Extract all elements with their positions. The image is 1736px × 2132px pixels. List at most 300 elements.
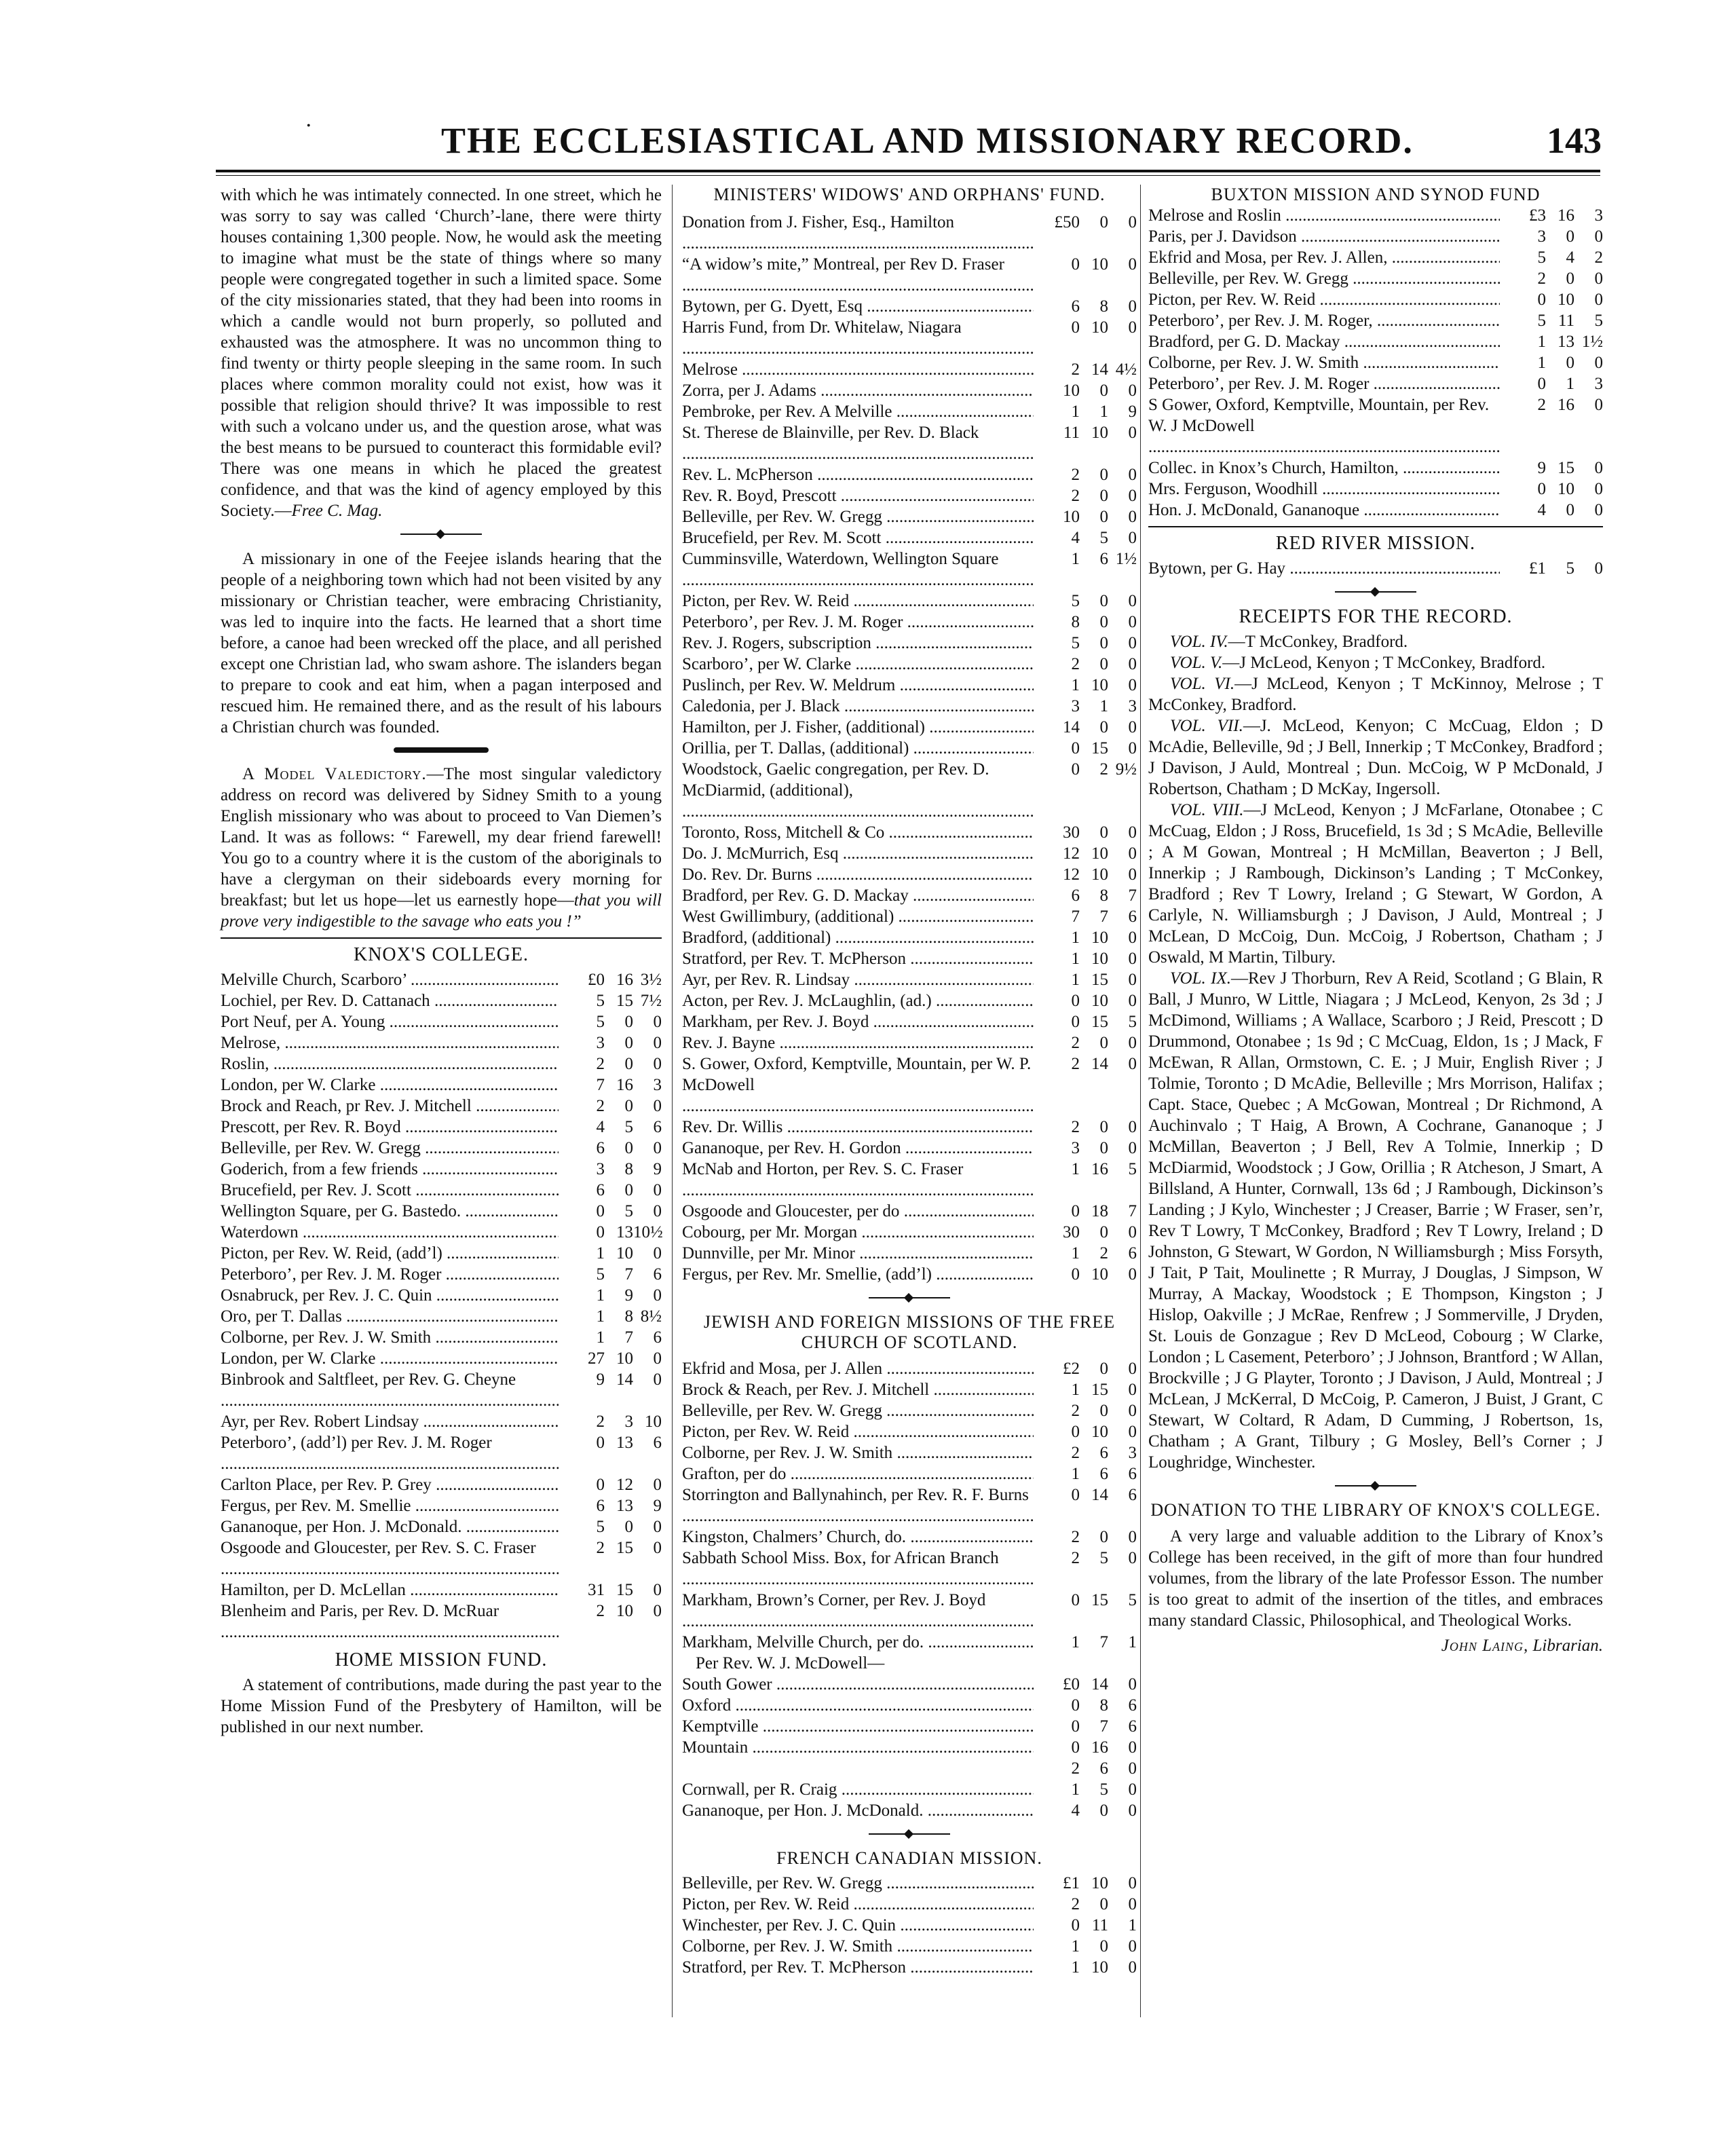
amount-pounds: 5 <box>596 1518 605 1536</box>
contribution-label: Port Neuf, per A. Young ..... <box>221 1011 559 1032</box>
contribution-label: Mrs. Ferguson, Woodhill ..... <box>1148 479 1500 500</box>
contribution-label: Oxford ..... <box>682 1695 1034 1716</box>
amount-pence: 5 <box>1128 1160 1137 1178</box>
contribution-label: Prescott, per Rev. R. Boyd ..... <box>221 1117 559 1138</box>
contribution-label: Gananoque, per Hon. J. McDonald. ..... <box>682 1800 1034 1821</box>
contribution-list <box>682 212 1137 1285</box>
amount-shillings: 6 <box>1099 1465 1108 1483</box>
amount-pounds: 3 <box>1071 697 1080 715</box>
contribution-row <box>682 633 1137 654</box>
amount-shillings: 0 <box>1099 1528 1108 1546</box>
contribution-label: Acton, per Rev. J. McLaughlin, (ad.) ..... <box>682 990 1034 1011</box>
contribution-label: Blenheim and Paris, per Rev. D. McRuar ..... <box>221 1601 559 1643</box>
amount-pence: 6 <box>1128 908 1137 926</box>
amount-pounds: 2 <box>596 1602 605 1620</box>
amount-pence: 0 <box>1128 950 1137 968</box>
contribution-row <box>682 1936 1137 1957</box>
amount-shillings: 0 <box>1566 227 1574 246</box>
amount-pounds: 9 <box>596 1370 605 1389</box>
amount-shillings: 0 <box>1099 1034 1108 1052</box>
contribution-label: London, per W. Clarke ..... <box>221 1348 559 1369</box>
amount-pence: 0 <box>653 1181 662 1199</box>
amount-shillings: 8 <box>624 1160 633 1178</box>
amount-pounds: 5 <box>596 992 605 1010</box>
contribution-label: Roslin, ..... <box>221 1053 559 1074</box>
amount-shillings: 1 <box>1099 403 1108 421</box>
contribution-label: Kemptville ..... <box>682 1716 1034 1737</box>
contribution-label: Brock & Reach, per Rev. J. Mitchell ..... <box>682 1379 1034 1400</box>
contribution-row <box>682 1463 1137 1484</box>
amount-pounds: 2 <box>1537 396 1546 414</box>
contribution-label: Rev. L. McPherson ..... <box>682 464 1034 485</box>
amount-pounds: 2 <box>1071 1444 1080 1462</box>
amount-pounds: 4 <box>596 1118 605 1136</box>
amount-pence: 1 <box>1128 1633 1137 1651</box>
amount-pence: 6 <box>1128 1465 1137 1483</box>
amount-pence: 0 <box>1594 396 1603 414</box>
amount-pence: 3 <box>1128 697 1137 715</box>
amount-pence: 7½ <box>640 992 662 1010</box>
ornament-separator <box>1335 587 1416 597</box>
contribution-label: Picton, per Rev. W. Reid, (add’l) ..... <box>221 1243 559 1264</box>
amount-pounds: 5 <box>596 1013 605 1031</box>
volume-label: VOL. VII. <box>1170 717 1243 735</box>
amount-pence: 0 <box>653 1139 662 1157</box>
amount-pounds: 2 <box>1071 1528 1080 1546</box>
amount-pence: 0 <box>1128 592 1137 610</box>
contribution-label: Melrose, ..... <box>221 1032 559 1053</box>
contribution-label: Picton, per Rev. W. Reid ..... <box>682 1894 1034 1915</box>
amount-shillings: 0 <box>624 1139 633 1157</box>
amount-shillings: 13 <box>616 1497 633 1515</box>
amount-shillings: 16 <box>1091 1738 1108 1757</box>
amount-pounds: 1 <box>1071 676 1080 694</box>
contribution-label: Brock and Reach, pr Rev. J. Mitchell ..... <box>221 1096 559 1117</box>
amount-pence: 0 <box>653 1055 662 1073</box>
amount-pence: 5 <box>1128 1013 1137 1031</box>
amount-pence: 3½ <box>640 971 662 989</box>
amount-shillings: 5 <box>1566 559 1574 578</box>
amount-pence: 1½ <box>1581 333 1603 351</box>
contribution-row <box>221 1222 662 1243</box>
volume-label: VOL. IV. <box>1170 633 1228 651</box>
page-number: 143 <box>1547 120 1602 161</box>
contribution-label: Oro, per T. Dallas ..... <box>221 1306 559 1327</box>
amount-pence: 0 <box>1128 992 1137 1010</box>
amount-pence: 0 <box>1128 844 1137 863</box>
amount-pounds: 3 <box>596 1034 605 1052</box>
contribution-row <box>682 1442 1137 1463</box>
contribution-row <box>682 1800 1137 1821</box>
amount-shillings: 5 <box>1099 529 1108 547</box>
amount-pence: 0 <box>653 1286 662 1305</box>
amount-pounds: 6 <box>596 1139 605 1157</box>
amount-pounds: 2 <box>1071 1055 1080 1073</box>
contribution-row <box>682 1548 1137 1590</box>
contribution-row <box>682 359 1137 380</box>
amount-pounds: 0 <box>596 1202 605 1220</box>
amount-pounds: 2 <box>1071 1402 1080 1420</box>
contribution-label: Harris Fund, from Dr. Whitelaw, Niagara ..... <box>682 317 1034 359</box>
contribution-row <box>682 212 1137 254</box>
contribution-label: West Gwillimbury, (additional) ..... <box>682 906 1034 927</box>
amount-pounds: 5 <box>1071 592 1080 610</box>
contribution-label: Bradford, per Rev. G. D. Mackay ..... <box>682 885 1034 906</box>
contribution-label: Fergus, per Rev. M. Smellie ..... <box>221 1495 559 1516</box>
contribution-row <box>682 1222 1137 1243</box>
amount-pence: 0 <box>1128 255 1137 274</box>
contribution-label: Pembroke, per Rev. A Melville ..... <box>682 401 1034 422</box>
amount-pence: 0 <box>653 1581 662 1599</box>
ornament-separator <box>1335 1481 1416 1491</box>
amount-shillings: 0 <box>1099 1139 1108 1157</box>
amount-pence: 0 <box>1128 971 1137 989</box>
amount-pence: 0 <box>1128 508 1137 526</box>
amount-pounds: 27 <box>588 1349 605 1368</box>
amount-shillings: 15 <box>616 1539 633 1557</box>
receipt-entry <box>1148 715 1603 800</box>
contribution-row <box>682 1590 1137 1632</box>
amount-shillings: 14 <box>1091 1486 1108 1504</box>
contribution-label: St. Therese de Blainville, per Rev. D. Black ..... <box>682 422 1034 464</box>
contribution-row <box>1148 226 1603 247</box>
amount-pence: 0 <box>1128 1139 1137 1157</box>
contribution-label: Gananoque, per Rev. H. Gordon ..... <box>682 1138 1034 1159</box>
amount-shillings: 10 <box>616 1244 633 1263</box>
amount-pounds: 3 <box>1537 227 1546 246</box>
section-title: JEWISH AND FOREIGN MISSIONS OF THE FREE CHURCH OF SCOTLAND. <box>703 1312 1116 1352</box>
contribution-row <box>1148 310 1603 331</box>
contribution-row <box>682 1527 1137 1548</box>
contribution-label: Dunnville, per Mr. Minor ..... <box>682 1243 1034 1264</box>
contribution-label: Gananoque, per Hon. J. McDonald. ..... <box>221 1516 559 1537</box>
amount-shillings: 0 <box>1099 592 1108 610</box>
contribution-label: Colborne, per Rev. J. W. Smith ..... <box>221 1327 559 1348</box>
amount-shillings: 0 <box>1099 487 1108 505</box>
contribution-row <box>221 1495 662 1516</box>
contribution-label: Waterdown ..... <box>221 1222 559 1243</box>
contribution-row <box>682 1737 1137 1758</box>
amount-pounds: £1 <box>1529 559 1546 578</box>
contribution-label: Storrington and Ballynahinch, per Rev. R. F. Burns ..... <box>682 1484 1034 1527</box>
article-paragraph: A Model Valedictory.—The most singular valedictory address on record was delivered by Sidney Smith to a young English missionary who was about to proceed to Van Diemen’s Land. It was as follows: “ Farewell, my dear friend farewell! You go to a country where it is the custom of the aboriginals to have a clergyman on their sideboards every morning for breakfast; but let us hope—let us earnestly hope—that you will prove very indigestible to the savage who eats you !” <box>221 765 662 931</box>
contribution-label: Bradford, (additional) ..... <box>682 927 1034 948</box>
amount-shillings: 10 <box>1091 1958 1108 1977</box>
contribution-label: Winchester, per Rev. J. C. Quin ..... <box>682 1915 1034 1936</box>
amount-shillings: 7 <box>624 1328 633 1347</box>
amount-shillings: 7 <box>1099 1717 1108 1736</box>
amount-pence: 9½ <box>1115 760 1137 779</box>
amount-pounds: 2 <box>596 1413 605 1431</box>
contribution-label: Markham, Brown’s Corner, per Rev. J. Boyd ..... <box>682 1590 1034 1632</box>
amount-pence: 0 <box>653 1034 662 1052</box>
amount-shillings: 15 <box>1091 971 1108 989</box>
amount-pounds: 0 <box>1071 1916 1080 1934</box>
contribution-label: Rev. J. Bayne ..... <box>682 1032 1034 1053</box>
contribution-row <box>221 1474 662 1495</box>
amount-shillings: 0 <box>1099 1118 1108 1136</box>
contribution-row <box>682 254 1137 296</box>
receipt-names: —Rev J Thorburn, Rev A Reid, Scotland ; G Blain, R Ball, J Munro, W Little, Niagara ; J McLeod, Kenyon, 2s 3d ; J McDimond, Williams ; A Wallace, Scarboro ; J Reid, Prescott ; D Drummond, Otonabee ; 1s 9d ; C McCuag, Eldon, 1s ; J Mack, F McEwan, R Allan, Ormstown, C. E. ; J Muir, English River ; J Tolmie, Toronto ; D McAdie, Belleville ; Mrs Morrison, Halifax ; Capt. Stace, Quebec ; A McGowan, Montreal ; Dr Richmond, A Auchinvalo ; T Haig, A Brown, A Cochrane, Gananoque ; J McMillan, Beaverton ; J Bell, Rev A Tolmie, Innerkip ; D McDiarmid, Woodstock ; J Gow, Orillia ; R Atcheson, J Smart, A Billsland, A Hunter, Cornwall, 13s 6d ; J Rambough, Dickinson’s Landing ; J Kylo, Winchester ; J Creaser, Barrie ; W Fraser, sen’r, Rev T Lowry, T McConkey, Bradford ; Rev T Lowry, Ireland ; D Johnston, G Stewart, W Gordon, N Williamsburgh ; Miss Forsyth, J Tait, P Tait, Moulinette ; R Murray, J Douglas, J Simpson, W Murray, A Mackay, Woodstock ; E Thompson, Kingston ; J Hislop, Oakville ; J McRae, Renfrew ; J Sommerville, J Dryden, St. Louis de Gonzague ; Rev D McLeod, Cobourg ; W Clarke, London ; L Casement, Peterboro’ ; J Johnson, Brantford ; W Allan, Brockville ; J G Playter, Toronto ; J Davison, J Auld, Montreal ; J McLean, J McKerral, D McCoig, P. Cameron, J Buist, J Grant, C Stewart, W Coltard, R Adam, D Cumming, J Robertson, 1s, Chatham ; A Grant, Tilbury ; G Mosley, Bell’s Corner ; J Loughridge, Winchester. <box>1148 969 1603 1472</box>
amount-pence: 0 <box>1128 865 1137 884</box>
amount-pence: 3 <box>1594 206 1603 225</box>
section-title: BUXTON MISSION AND SYNOD FUND <box>1211 185 1541 204</box>
amount-pounds: £2 <box>1063 1360 1080 1378</box>
contribution-label: Belleville, per Rev. W. Gregg ..... <box>682 1873 1034 1894</box>
contribution-list <box>1148 205 1603 521</box>
amount-pence: 0 <box>1128 1738 1137 1757</box>
contribution-row <box>682 990 1137 1011</box>
amount-pence: 7 <box>1128 886 1137 905</box>
contribution-row <box>682 1243 1137 1264</box>
amount-pounds: 6 <box>596 1181 605 1199</box>
amount-pence: 0 <box>1594 480 1603 498</box>
amount-pence: 1 <box>1128 1916 1137 1934</box>
contribution-label: Mountain ..... <box>682 1737 1034 1758</box>
contribution-row <box>682 1957 1137 1978</box>
contribution-row <box>1148 289 1603 310</box>
contribution-label: S Gower, Oxford, Kemptville, Mountain, per Rev. W. J McDowell ..... <box>1148 394 1500 457</box>
amount-pounds: 0 <box>1071 1423 1080 1441</box>
amount-pounds: 1 <box>596 1328 605 1347</box>
contribution-label: Grafton, per do ..... <box>682 1463 1034 1484</box>
amount-shillings: 10 <box>1091 1423 1108 1441</box>
contribution-row <box>221 1011 662 1032</box>
amount-shillings: 1 <box>1566 375 1574 393</box>
amount-pence: 0 <box>1128 1402 1137 1420</box>
amount-pence: 0 <box>1128 823 1137 842</box>
contribution-row <box>682 422 1137 464</box>
page-title: THE ECCLESIASTICAL AND MISSIONARY RECORD. <box>441 120 1414 161</box>
contribution-row <box>221 1096 662 1117</box>
section-title: RED RIVER MISSION. <box>1275 533 1476 554</box>
volume-label: VOL. IX. <box>1170 969 1231 988</box>
amount-pounds: £0 <box>588 971 605 989</box>
amount-shillings: 0 <box>624 1034 633 1052</box>
contribution-label: Melrose and Roslin ..... <box>1148 205 1500 226</box>
amount-shillings: 10 <box>1091 844 1108 863</box>
amount-pence: 0 <box>653 1097 662 1115</box>
amount-shillings: 10 <box>1558 291 1574 309</box>
amount-pounds: 0 <box>1537 480 1546 498</box>
amount-pounds: 2 <box>1071 487 1080 505</box>
amount-pence: 0 <box>1128 739 1137 758</box>
section-title: MINISTERS' WIDOWS' AND ORPHANS' FUND. <box>713 185 1106 204</box>
amount-pence: 0 <box>1128 1895 1137 1913</box>
contribution-row <box>682 401 1137 422</box>
contribution-row <box>682 485 1137 506</box>
amount-pounds: 1 <box>596 1286 605 1305</box>
amount-pounds: 3 <box>1071 1139 1080 1157</box>
amount-pounds: 2 <box>1071 466 1080 484</box>
contribution-row <box>1148 373 1603 394</box>
amount-pence: 0 <box>1128 381 1137 400</box>
amount-shillings: 16 <box>616 971 633 989</box>
contribution-row <box>682 948 1137 969</box>
amount-pounds: 1 <box>1071 971 1080 989</box>
amount-shillings: 10 <box>1091 424 1108 442</box>
amount-pence: 0 <box>1128 1958 1137 1977</box>
contribution-row <box>1148 268 1603 289</box>
amount-shillings: 0 <box>624 1013 633 1031</box>
contribution-label: Woodstock, Gaelic congregation, per Rev. D. McDiarmid, (additional), ..... <box>682 759 1034 822</box>
receipts-list <box>1148 631 1603 1473</box>
contribution-row <box>682 506 1137 527</box>
contribution-row <box>682 759 1137 822</box>
amount-shillings: 15 <box>1091 1381 1108 1399</box>
amount-shillings: 18 <box>1091 1202 1108 1220</box>
receipt-names: —J McLeod, Kenyon ; T McKinnoy, Melrose ; T McConkey, Bradford. <box>1148 675 1603 714</box>
amount-pounds: 2 <box>1071 1118 1080 1136</box>
amount-pounds: 0 <box>1071 1738 1080 1757</box>
amount-pounds: 0 <box>1071 992 1080 1010</box>
contribution-row <box>1148 457 1603 479</box>
contribution-label: Peterboro’, (add’l) per Rev. J. M. Roger ..... <box>221 1432 559 1474</box>
amount-shillings: 14 <box>1091 1675 1108 1694</box>
contribution-row <box>221 1537 662 1579</box>
contribution-row <box>682 1011 1137 1032</box>
amount-shillings: 11 <box>1091 1916 1108 1934</box>
contribution-row <box>682 1201 1137 1222</box>
amount-pence: 3 <box>1594 375 1603 393</box>
amount-pence: 6 <box>653 1328 662 1347</box>
amount-shillings: 0 <box>624 1518 633 1536</box>
contribution-row <box>682 548 1137 591</box>
contribution-list <box>682 1779 1137 1821</box>
amount-shillings: 10 <box>616 1349 633 1368</box>
amount-pence: 6 <box>1128 1244 1137 1263</box>
amount-shillings: 11 <box>1558 312 1574 330</box>
amount-shillings: 0 <box>1566 354 1574 372</box>
contribution-label: Hamilton, per J. Fisher, (additional) ..... <box>682 717 1034 738</box>
column-middle <box>682 185 1137 1978</box>
amount-pence: 0 <box>1128 529 1137 547</box>
contribution-label: McNab and Horton, per Rev. S. C. Fraser ..... <box>682 1159 1034 1201</box>
amount-pounds: 8 <box>1071 613 1080 631</box>
amount-pounds: 1 <box>1537 333 1546 351</box>
amount-pounds: 3 <box>596 1160 605 1178</box>
receipt-names: —T McConkey, Bradford. <box>1228 633 1408 651</box>
amount-shillings: 0 <box>1099 613 1108 631</box>
amount-pence: 0 <box>653 1518 662 1536</box>
amount-pence: 4½ <box>1115 360 1137 379</box>
amount-pence: 0 <box>1128 655 1137 673</box>
amount-pounds: 0 <box>1071 1265 1080 1284</box>
amount-pence: 0 <box>1128 466 1137 484</box>
contribution-row <box>682 1421 1137 1442</box>
contribution-label: Rev. Dr. Willis ..... <box>682 1117 1034 1138</box>
amount-pounds: 6 <box>1071 886 1080 905</box>
contribution-label: Hamilton, per D. McLellan ..... <box>221 1579 559 1601</box>
contribution-label: Picton, per Rev. W. Reid ..... <box>682 591 1034 612</box>
amount-pounds: 10 <box>1063 381 1080 400</box>
contribution-row <box>682 696 1137 717</box>
amount-shillings: 0 <box>1099 381 1108 400</box>
amount-pounds: 2 <box>1071 1895 1080 1913</box>
contribution-row <box>682 317 1137 359</box>
amount-shillings: 1 <box>1099 697 1108 715</box>
contribution-label: Scarboro’, per W. Clarke ..... <box>682 654 1034 675</box>
amount-pounds: 7 <box>596 1076 605 1094</box>
amount-pence: 0 <box>1594 269 1603 288</box>
amount-shillings: 0 <box>1099 213 1108 231</box>
amount-pence: 0 <box>1128 613 1137 631</box>
column-rule <box>672 185 673 2017</box>
amount-pence: 0 <box>1128 297 1137 316</box>
contribution-label: “A widow’s mite,” Montreal, per Rev D. Fraser ..... <box>682 254 1034 296</box>
contribution-label: Belleville, per Rev. W. Gregg ..... <box>1148 268 1500 289</box>
amount-shillings: 5 <box>1099 1549 1108 1567</box>
amount-shillings: 0 <box>1099 634 1108 652</box>
amount-pounds: 0 <box>1071 1591 1080 1609</box>
contribution-row <box>1148 558 1603 579</box>
contribution-label: Binbrook and Saltfleet, per Rev. G. Cheyne ..... <box>221 1369 559 1411</box>
contribution-row <box>682 1159 1137 1201</box>
column-rule <box>1140 185 1141 2017</box>
amount-shillings: 0 <box>1099 1895 1108 1913</box>
article-paragraph: A statement of contributions, made during the past year to the Home Mission Fund of the Presbytery of Hamilton, will be published in our next number. <box>221 1676 662 1736</box>
contribution-row <box>682 1400 1137 1421</box>
amount-shillings: 8 <box>1099 886 1108 905</box>
amount-pence: 6 <box>1128 1717 1137 1736</box>
amount-shillings: 5 <box>624 1118 633 1136</box>
amount-shillings: 15 <box>1091 1591 1108 1609</box>
column-left <box>221 185 662 1738</box>
amount-shillings: 7 <box>1099 908 1108 926</box>
amount-pounds: 0 <box>596 1476 605 1494</box>
contribution-row <box>682 464 1137 485</box>
amount-pence: 0 <box>1594 354 1603 372</box>
contribution-label: Colborne, per Rev. J. W. Smith ..... <box>1148 352 1500 373</box>
amount-pounds: 5 <box>1071 634 1080 652</box>
amount-shillings: 0 <box>624 1097 633 1115</box>
contribution-label: Zorra, per J. Adams ..... <box>682 380 1034 401</box>
contribution-row <box>221 1053 662 1074</box>
amount-pence: 0 <box>653 1013 662 1031</box>
amount-shillings: 15 <box>1091 739 1108 758</box>
amount-shillings: 14 <box>1091 1055 1108 1073</box>
amount-pence: 0 <box>1128 1265 1137 1284</box>
amount-pence: 9 <box>653 1160 662 1178</box>
amount-pounds: 1 <box>1071 950 1080 968</box>
amount-shillings: 9 <box>624 1286 633 1305</box>
contribution-label: Picton, per Rev. W. Reid ..... <box>1148 289 1500 310</box>
contribution-label: Melville Church, Scarboro’ ..... <box>221 969 559 990</box>
contribution-label: Lochiel, per Rev. D. Cattanach ..... <box>221 990 559 1011</box>
amount-shillings: 10 <box>1091 992 1108 1010</box>
receipt-names: —J McLeod, Kenyon ; J McFarlane, Otonabee ; C McCuag, Eldon ; J Ross, Brucefield, 1s 3d ; S McAdie, Belleville ; A M Gowan, Montreal ; H McMillan, Beaverton ; J Bell, Innerkip ; J Rambough, Dickinson’s Landing ; T McConkey, Bradford ; Rev T Lowry, Ireland ; G Stewart, W Gordon, A Carlyle, N. Williamsburgh ; J Davison, J Auld, Montreal ; J McLean, D McCoig, Dun. McCoig, J Robertson, Chatham ; J Oswald, M Martin, Tilbury. <box>1148 801 1603 967</box>
amount-pence: 10 <box>645 1413 662 1431</box>
amount-pounds: £1 <box>1063 1874 1080 1892</box>
contribution-label: Kingston, Chalmers’ Church, do. ..... <box>682 1527 1034 1548</box>
contribution-row <box>221 1243 662 1264</box>
signature: John Laing, Librarian. <box>1441 1637 1603 1655</box>
contribution-row <box>1148 394 1603 457</box>
amount-pence: 6 <box>1128 1696 1137 1715</box>
amount-shillings: 0 <box>1099 1360 1108 1378</box>
volume-label: VOL. V. <box>1170 654 1223 672</box>
contribution-row <box>221 1348 662 1369</box>
amount-pounds: 0 <box>1071 1486 1080 1504</box>
amount-shillings: 0 <box>1099 655 1108 673</box>
section-rule <box>1148 526 1603 527</box>
receipt-names: —J. McLeod, Kenyon; C McCuag, Eldon ; D McAdie, Belleville, 9d ; J Bell, Innerkip ; T McConkey, Bradford ; J Davison, J Auld, Montreal ; Dun. McCoig, W P McDonald, J Robertson, Chatham ; D McKay, Ingersoll. <box>1148 717 1603 798</box>
contribution-row <box>221 1306 662 1327</box>
amount-pounds: £3 <box>1529 206 1546 225</box>
contribution-row <box>682 527 1137 548</box>
amount-pounds: 1 <box>1071 1958 1080 1977</box>
contribution-row <box>221 1327 662 1348</box>
